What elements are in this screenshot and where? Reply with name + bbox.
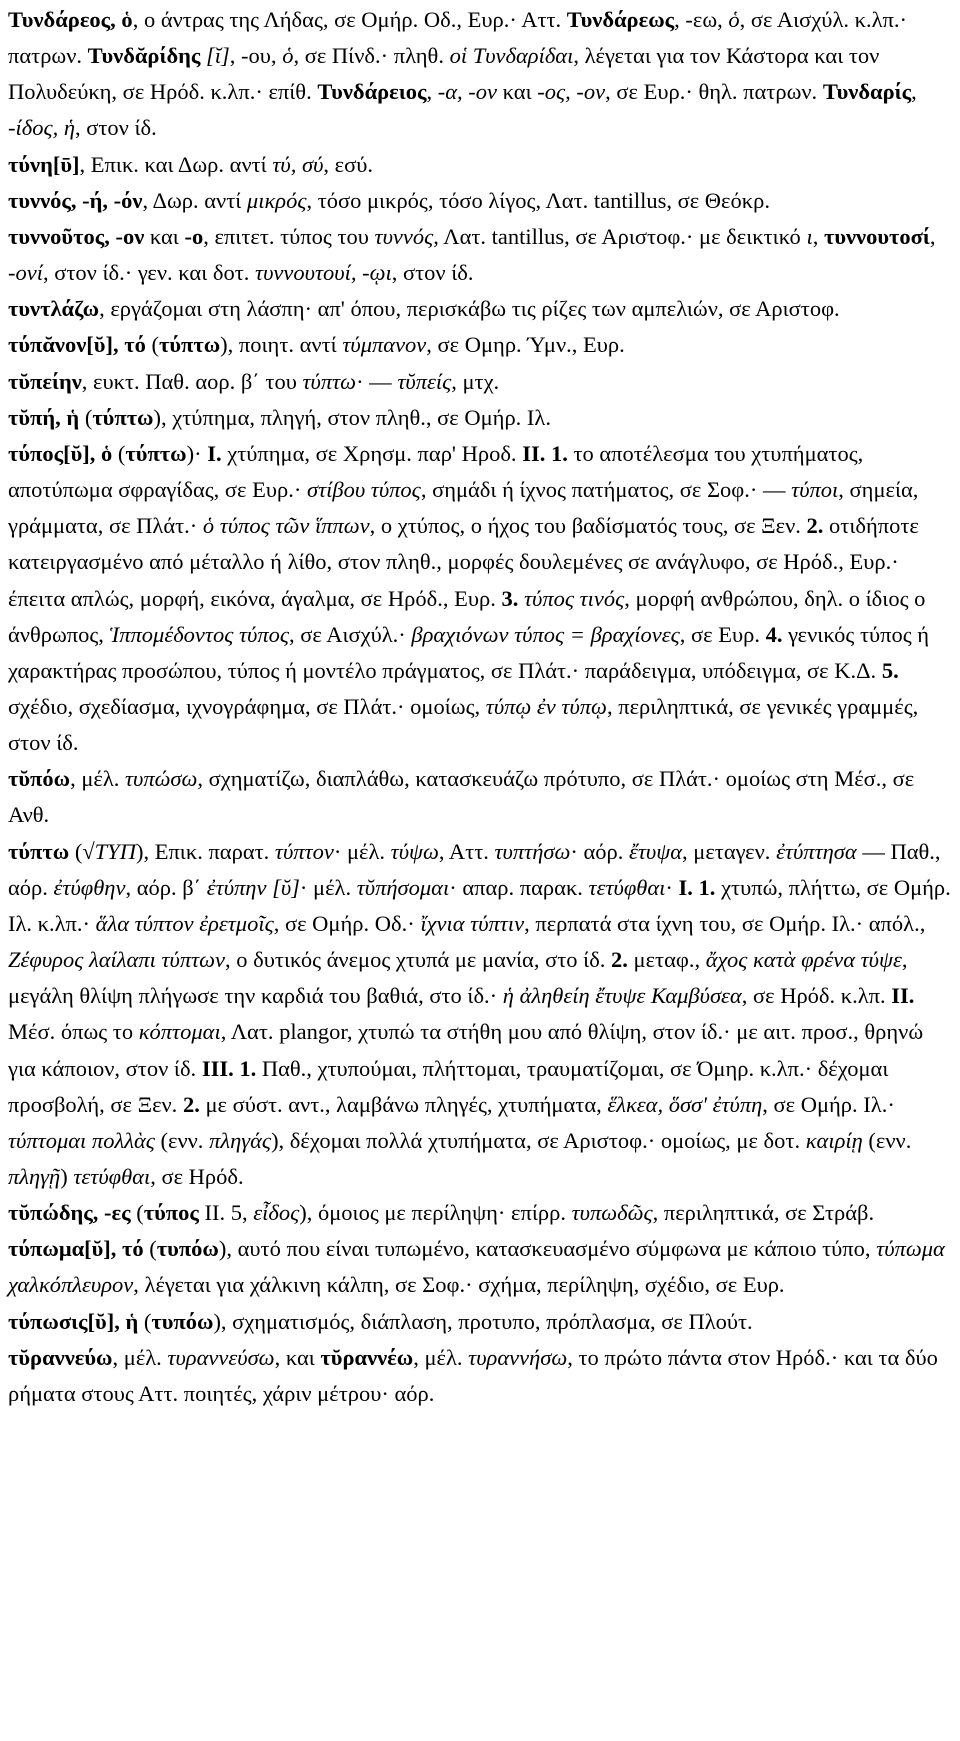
entry-text: , -εω, bbox=[674, 7, 729, 32]
entry-headword: τῠραννέω bbox=[320, 1344, 414, 1370]
entry-text: μεταφ., bbox=[627, 947, 706, 973]
entry-italic-text: τύπτον bbox=[274, 838, 334, 864]
entry-italic-text: ι bbox=[806, 223, 813, 249]
entry-italic-text: τύποι bbox=[791, 477, 839, 503]
entry-text: , μέλ. bbox=[112, 1344, 168, 1370]
entry-text: ) bbox=[60, 1164, 74, 1189]
entry-text: ), αυτό που είναι τυπωμένο, κατασκευασμένο σύμφωνα με κάποιο τύπο, bbox=[218, 1236, 877, 1262]
entry-text: χτύπημα, σε Χρησμ. παρ' Ηροδ. bbox=[221, 440, 523, 466]
entry-italic-text: ὁ bbox=[728, 7, 740, 32]
entry-headword: τύνη[ῡ] bbox=[8, 151, 80, 177]
entry-italic-text: Ζέφυρος λαίλαπι τύπτων bbox=[8, 947, 226, 973]
entry-text: , περιληπτικά, σε Στράβ. bbox=[652, 1200, 875, 1226]
entry-text: , σε Αισχύλ. κ.λπ.· πατρων. bbox=[8, 7, 907, 69]
entry-text: , σε Ηρόδ. bbox=[150, 1164, 244, 1189]
entry-text: , Λατ. plangor, χτυπώ τα στήθη μου από θλίψη, στον ίδ.· με αιτ. προσ., θρηνώ για κάποιον, στον ίδ. bbox=[8, 1019, 924, 1081]
entry-text: ( bbox=[79, 404, 93, 430]
dictionary-entry bbox=[8, 327, 952, 363]
dictionary-entry bbox=[8, 291, 952, 327]
entry-italic-text: ΤΥΠ bbox=[94, 838, 136, 864]
entry-italic-text: ἴχνια τύπτιν bbox=[420, 910, 525, 936]
entry-text: ), σχηματισμός, διάπλαση, προτυπο, πρόπλασμα, σε Πλούτ. bbox=[213, 1308, 753, 1334]
entry-headword: Τυνδάρειος bbox=[317, 79, 427, 105]
entry-text: , λέγεται για χάλκινη κάλπη, σε Σοφ.· σχήμα, περίληψη, σχέδιο, σε Ευρ. bbox=[133, 1272, 785, 1298]
entry-headword: τυπόω bbox=[151, 1308, 214, 1334]
entry-italic-text: τύπος τινός bbox=[523, 585, 625, 611]
entry-text: , Αττ. bbox=[438, 838, 495, 864]
entry-text: , -ου, bbox=[229, 43, 283, 69]
dictionary-entry bbox=[8, 1340, 952, 1412]
entry-italic-text: τύψω bbox=[390, 838, 439, 864]
entry-text: ( bbox=[138, 1308, 152, 1334]
dictionary-entry bbox=[8, 436, 952, 761]
entry-headword: τύπτω bbox=[92, 404, 154, 430]
entry-text: (ενν. bbox=[154, 1127, 210, 1153]
entry-text: με σύστ. αντ., λαμβάνω πληγές, χτυπήματα, bbox=[199, 1091, 608, 1117]
entry-italic-text: βραχιόνων τύπος = βραχίονες bbox=[411, 621, 680, 647]
dictionary-entry bbox=[8, 364, 952, 400]
entry-text: , σε Ευρ.· θηλ. πατρων. bbox=[605, 79, 823, 105]
dictionary-entry bbox=[8, 400, 952, 436]
entry-italic-text: τῠπείς bbox=[397, 368, 452, 394]
entry-text: , και bbox=[274, 1344, 321, 1370]
entry-text: Μέσ. όπως το bbox=[8, 1019, 139, 1045]
dictionary-entry bbox=[8, 183, 952, 219]
entry-italic-text: -α, -ον bbox=[437, 79, 498, 105]
entry-italic-text: τύπῳ ἐν τύπῳ bbox=[485, 693, 607, 719]
entry-headword: Τυνδάρεως bbox=[566, 7, 675, 32]
entry-italic-text: -ονί bbox=[8, 260, 43, 286]
entry-text: ), Επικ. παρατ. bbox=[135, 838, 275, 864]
entry-text: · αόρ. bbox=[570, 838, 629, 864]
entry-text: , ο άντρας της Λήδας, σε Ομήρ. Οδ., Ευρ.· Αττ. bbox=[132, 7, 567, 32]
entry-italic-text: τυννός bbox=[374, 223, 434, 249]
entry-text: και bbox=[144, 223, 185, 249]
entry-text: ), ποιητ. αντί bbox=[220, 332, 343, 358]
entry-italic-text: μικρός bbox=[246, 187, 307, 213]
dictionary-entry bbox=[8, 834, 952, 1196]
entry-headword: τυννός, -ή, -όν bbox=[8, 187, 143, 213]
entry-text: , σε Ηρόδ. κ.λπ. bbox=[741, 983, 892, 1009]
entry-italic-text: ἕλκεα, ὅσσ' ἐτύπη bbox=[607, 1091, 763, 1117]
entry-text: , περιληπτικά, σε γενικές γραμμές, στον ίδ. bbox=[8, 693, 919, 756]
entry-italic-text: τυραννεύσω bbox=[167, 1344, 275, 1370]
entry-italic-text: κόπτομαι bbox=[138, 1019, 221, 1045]
entry-italic-text: τετύφθαι bbox=[588, 874, 666, 900]
entry-headword: Τυνδᾰρίδης bbox=[87, 43, 201, 69]
entry-italic-text: ἐτύφθην bbox=[53, 874, 126, 900]
entry-italic-text: ἄχος κατὰ φρένα τύψε bbox=[705, 947, 902, 973]
entry-text: , μέλ. bbox=[70, 766, 125, 792]
entry-text: , μεγάλη θλίψη πλήγωσε την καρδιά του βαθιά, στο ίδ.· bbox=[8, 947, 908, 1009]
entry-text: ), δέχομαι πολλά χτυπήματα, σε Αριστοφ.· ομοίως, με δοτ. bbox=[271, 1127, 806, 1153]
entry-headword: τυννοῦτος, -ον bbox=[8, 223, 145, 249]
entry-italic-text: τυπώσω bbox=[125, 766, 198, 792]
entry-headword: III. 1. bbox=[201, 1055, 257, 1081]
entry-headword: τυπόω bbox=[156, 1236, 219, 1262]
entry-text: ( bbox=[145, 332, 159, 358]
entry-text: , μτχ. bbox=[451, 368, 500, 394]
entry-text: , περπατά στα ίχνη του, σε Ομήρ. Ιλ.· απόλ., bbox=[524, 910, 926, 936]
entry-text: , σε Ευρ. bbox=[679, 621, 766, 647]
entry-text: , σε Πίνδ.· πληθ. bbox=[293, 43, 450, 69]
entry-italic-text: ἅλα τύπτον ἐρετμοῖς bbox=[95, 910, 274, 936]
entry-text: , bbox=[929, 223, 936, 249]
entry-text: , σημάδι ή ίχνος πατήματος, σε Σοφ.· — bbox=[420, 477, 792, 503]
entry-headword: 2. bbox=[182, 1091, 200, 1117]
entry-headword: τύπτω bbox=[158, 332, 221, 358]
entry-italic-text: τύ, σύ bbox=[272, 151, 324, 177]
entry-text: · απαρ. παρακ. bbox=[449, 874, 589, 900]
entry-italic-text: τυπτήσω bbox=[494, 838, 571, 864]
entry-text: χτυπώ, πλήττω, σε Ομήρ. Ιλ. κ.λπ.· bbox=[8, 874, 951, 936]
entry-headword: τῠπώδης, -ες bbox=[8, 1200, 131, 1226]
entry-italic-text: πληγάς bbox=[209, 1127, 272, 1153]
entry-italic-text: ἡ ἀληθείη ἔτυψε Καμβύσεα bbox=[502, 983, 742, 1009]
entry-text: (√ bbox=[69, 838, 95, 864]
entry-text: — Παθ., αόρ. bbox=[8, 838, 941, 900]
entry-italic-text: τυπωδῶς bbox=[571, 1200, 653, 1226]
entry-headword: 5. bbox=[881, 657, 899, 683]
entry-italic-text: τύμπανον bbox=[342, 332, 427, 358]
entry-text: , σε Ομηρ. Ύμν., Ευρ. bbox=[426, 332, 625, 358]
entry-text: , bbox=[426, 79, 438, 105]
entry-headword: -ο bbox=[184, 223, 204, 249]
entry-text: , σχηματίζω, διαπλάθω, κατασκευάζω πρότυπο, σε Πλάτ.· ομοίως στη Μέσ., σε Ανθ. bbox=[8, 766, 915, 828]
entry-text: , το πρώτο πάντα στον Ηρόδ.· και τα δύο ρήματα στους Αττ. ποιητές, χάριν μέτρου· αόρ. bbox=[8, 1344, 938, 1406]
entry-headword: τῠπόω bbox=[8, 766, 71, 792]
entry-headword: 4. bbox=[765, 621, 783, 647]
entry-text: , μεταγεν. bbox=[682, 838, 777, 864]
entry-text: II. 5, bbox=[198, 1200, 254, 1226]
entry-headword: 3. bbox=[501, 585, 519, 611]
entry-italic-text: τῠπήσομαι bbox=[356, 874, 450, 900]
entry-text: , στον ίδ.· γεν. και δοτ. bbox=[42, 260, 256, 286]
entry-text: , μέλ. bbox=[413, 1344, 469, 1370]
entry-italic-text: ἔτυψα bbox=[629, 838, 683, 864]
entry-text: , στον ίδ. bbox=[75, 115, 157, 141]
dictionary-entry bbox=[8, 1304, 952, 1340]
entry-headword: τύπτω bbox=[125, 440, 187, 466]
entry-text: , Δωρ. αντί bbox=[142, 187, 247, 213]
entry-italic-text: -ίδος, ἡ bbox=[8, 115, 75, 141]
entry-text: , αόρ. β΄ bbox=[125, 874, 207, 900]
entry-headword: τύπτω bbox=[8, 838, 70, 864]
entry-italic-text: στίβου τύπος bbox=[306, 477, 421, 503]
entry-italic-text: τυραννήσω bbox=[468, 1344, 568, 1370]
entry-headword: 2. bbox=[611, 947, 628, 973]
entry-text: , ο δυτικός άνεμος χτυπά με μανία, στο ίδ. bbox=[225, 947, 612, 973]
entry-text: , σε Αισχύλ.· bbox=[288, 621, 412, 647]
entry-italic-text: τυννουτουί, -ῳι bbox=[255, 260, 392, 286]
entry-italic-text: τύπτω bbox=[302, 368, 357, 394]
entry-text: · bbox=[665, 874, 679, 900]
entry-italic-text: -ος, -ον bbox=[537, 79, 606, 105]
entry-headword: τύπωσις[ῠ], ἡ bbox=[8, 1308, 139, 1334]
entry-text: · μέλ. bbox=[333, 838, 391, 864]
entry-text: , σε Ομήρ. Οδ.· bbox=[273, 910, 421, 936]
dictionary-entry bbox=[8, 2, 952, 147]
entry-headword: I. 1. bbox=[678, 874, 716, 900]
entry-italic-text: ὁ bbox=[282, 43, 294, 69]
entry-text: , εργάζομαι στη λάσπη· απ' όπου, περισκάβω τις ρίζες των αμπελιών, σε Αριστοφ. bbox=[99, 296, 840, 322]
entry-text: , Επικ. και Δωρ. αντί bbox=[79, 151, 273, 177]
entry-text: , bbox=[911, 79, 917, 105]
entry-text: , στον ίδ. bbox=[391, 260, 474, 286]
entry-headword: τῠπείην bbox=[8, 368, 82, 394]
entry-text: , ο χτύπος, ο ήχος του βαδίσματός τους, σε Ξεν. bbox=[369, 513, 807, 539]
entry-text: ), όμοιος με περίληψη· επίρρ. bbox=[299, 1200, 572, 1226]
entry-italic-text: οἱ Τυνδαρίδαι bbox=[449, 43, 574, 69]
entry-headword: τύπωμα[ῠ], τό bbox=[8, 1236, 144, 1262]
dictionary-entry bbox=[8, 219, 952, 291]
entry-italic-text: ὁ τύπος τῶν ἵππων bbox=[202, 513, 370, 539]
entry-text: , μορφή ανθρώπου, δηλ. ο ίδιος ο άνθρωπος, bbox=[8, 585, 926, 647]
entry-italic-text: εἶδος bbox=[253, 1200, 300, 1226]
entry-headword: τυννουτοσί bbox=[823, 223, 930, 249]
dictionary-entry bbox=[8, 1195, 952, 1231]
entry-italic-text: πληγῇ bbox=[8, 1164, 61, 1189]
entry-headword: Τυνδάρεος, ὁ bbox=[8, 7, 133, 32]
entry-text: , Λατ. tantillus, σε Αριστοφ.· με δεικτικό bbox=[433, 223, 807, 249]
entry-italic-text: ἐτύπην [ῠ] bbox=[206, 874, 300, 900]
entry-text: γενικός τύπος ή χαρακτήρας προσώπου, τύπος ή μοντέλο πράγματος, σε Πλάτ.· παράδειγμα, υπόδειγμα, σε Κ.Δ. bbox=[8, 621, 930, 683]
entry-text: , επιτετ. τύπος του bbox=[203, 223, 375, 249]
entry-text: Παθ., χτυπούμαι, πλήττομαι, τραυματίζομαι, σε Όμηρ. κ.λπ.· δέχομαι προσβολή, σε Ξεν. bbox=[8, 1055, 889, 1117]
entry-italic-text: [ῐ] bbox=[200, 43, 230, 69]
entry-headword: Τυνδαρίς bbox=[822, 79, 912, 105]
entry-headword: τυντλάζω bbox=[8, 296, 100, 322]
entry-headword: τύπος[ῠ], ὁ bbox=[8, 440, 113, 466]
entry-text: )· bbox=[186, 440, 208, 466]
entry-headword: τῠπή, ἡ bbox=[8, 404, 80, 430]
dictionary-entry bbox=[8, 147, 952, 183]
entry-text: σχέδιο, σχεδίασμα, ιχνογράφημα, σε Πλάτ.· ομοίως, bbox=[8, 693, 486, 719]
dictionary-entry bbox=[8, 761, 952, 833]
entry-text: (ενν. bbox=[862, 1127, 912, 1153]
entry-italic-text: τετύφθαι bbox=[73, 1164, 151, 1189]
entry-text: , εσύ. bbox=[323, 151, 374, 177]
entry-text: ( bbox=[143, 1236, 157, 1262]
entry-text: , σε Ομήρ. Ιλ.· bbox=[762, 1091, 895, 1117]
entry-headword: τῠραννεύω bbox=[8, 1344, 113, 1370]
entry-text: ( bbox=[130, 1200, 144, 1226]
entry-text: οτιδήποτε κατειργασμένο από μέταλλο ή λίθο, στον πληθ., μορφές δουλεμένες σε ανάγλυφο, σε Ηρόδ., Ευρ.· έπειτα απλώς, μορφή, εικόνα, άγαλμα, σε Ηρόδ., Ευρ. bbox=[8, 513, 919, 611]
entry-text: ( bbox=[112, 440, 126, 466]
entry-headword: τύπᾰνον[ῠ], τό bbox=[8, 332, 146, 358]
entry-text: ), χτύπημα, πληγή, στον πληθ., σε Ομήρ. Ιλ. bbox=[153, 404, 551, 430]
entry-text: και bbox=[497, 79, 538, 105]
dictionary-entry bbox=[8, 1231, 952, 1303]
entry-italic-text: ἐτύπτησα bbox=[776, 838, 857, 864]
entry-text: · — bbox=[356, 368, 398, 394]
entry-text: , τόσο μικρός, τόσο λίγος, Λατ. tantillus, σε Θεόκρ. bbox=[306, 187, 770, 213]
entry-text: , ευκτ. Παθ. αορ. β΄ του bbox=[81, 368, 303, 394]
entry-italic-text: τύπωμα χαλκόπλευρον bbox=[8, 1236, 945, 1298]
entry-italic-text: τύπτομαι πολλὰς bbox=[8, 1127, 155, 1153]
entry-headword: 2. bbox=[806, 513, 824, 539]
entry-text: · μέλ. bbox=[299, 874, 357, 900]
entry-text: το αποτέλεσμα του χτυπήματος, αποτύπωμα σφραγίδας, σε Ευρ.· bbox=[8, 440, 864, 503]
entry-headword: II. bbox=[891, 983, 915, 1009]
entry-text: , λέγεται για τον Κάστορα και τον Πολυδεύκη, σε Ηρόδ. κ.λπ.· επίθ. bbox=[8, 43, 880, 105]
entry-italic-text: Ἱππομέδοντος τύπος bbox=[109, 621, 289, 647]
entry-text: , bbox=[812, 223, 824, 249]
entry-headword: τύπος bbox=[143, 1200, 199, 1226]
entry-italic-text: καιρίῃ bbox=[805, 1127, 863, 1153]
entry-headword: II. 1. bbox=[522, 440, 568, 466]
entry-headword: I. bbox=[207, 440, 222, 466]
entry-text: , σημεία, γράμματα, σε Πλάτ.· bbox=[8, 477, 919, 539]
